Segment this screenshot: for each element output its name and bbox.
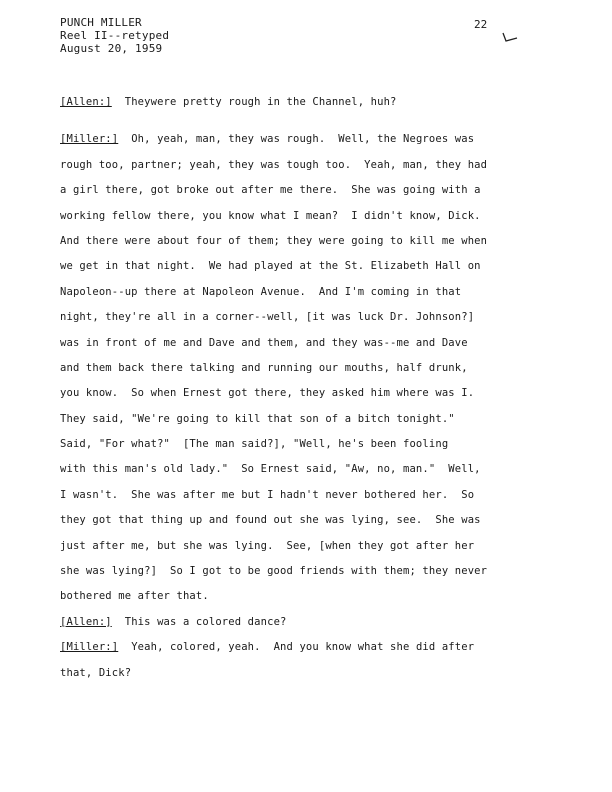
- transcript-line: [60, 610, 560, 635]
- transcript-line: Said, "For what?" [The man said?], "Well, he's been fooling: [60, 438, 449, 451]
- transcript-line: that, Dick?: [60, 666, 132, 679]
- transcript-line: bothered me after that.: [60, 590, 209, 603]
- line-text: This was a colored dance?: [111, 615, 287, 628]
- page-number: 22: [474, 18, 488, 31]
- transcript-line: you know. So when Ernest got there, they asked him where was I.: [60, 387, 475, 400]
- transcript-line: I wasn't. She was after me but I hadn't never bothered her. So: [60, 488, 475, 501]
- speaker-label: [Miller:]: [60, 641, 119, 654]
- interview-date: August 20, 1959: [60, 42, 163, 55]
- speaker-label: [Allen:]: [60, 615, 112, 628]
- transcript-line: [60, 127, 560, 152]
- document-header: [60, 16, 169, 55]
- transcript-line: a girl there, got broke out after me there. She was going with a: [60, 184, 481, 197]
- reel-info: Reel II--retyped: [60, 29, 170, 42]
- transcript-line: just after me, but she was lying. See, [when they got after her: [60, 539, 475, 552]
- transcript-line: They said, "We're going to kill that son of a bitch tonight.": [60, 412, 455, 425]
- check-mark-icon: [500, 30, 520, 44]
- paragraph-gap: [60, 115, 560, 127]
- transcript-line: [60, 635, 560, 660]
- transcript-line: we get in that night. We had played at the St. Elizabeth Hall on: [60, 260, 481, 273]
- transcript-line: And there were about four of them; they were going to kill me when: [60, 234, 488, 247]
- transcript-body: [60, 90, 560, 686]
- transcript-line: [60, 90, 560, 115]
- transcript-line: night, they're all in a corner--well, [it was luck Dr. Johnson?]: [60, 311, 475, 324]
- speaker-label: [Allen:]: [60, 96, 112, 108]
- transcript-line: rough too, partner; yeah, they was tough too. Yeah, man, they had: [60, 158, 488, 171]
- line-text: Yeah, colored, yeah. And you know what she did after: [118, 641, 475, 654]
- line-text: Theywere pretty rough in the Channel, huh?: [111, 96, 397, 108]
- line-text: Oh, yeah, man, they was rough. Well, the Negroes was: [118, 133, 475, 146]
- transcript-line: Napoleon--up there at Napoleon Avenue. And I'm coming in that: [60, 285, 462, 298]
- transcript-line: was in front of me and Dave and them, and they was--me and Dave: [60, 336, 468, 349]
- transcript-line: with this man's old lady." So Ernest said, "Aw, no, man." Well,: [60, 463, 481, 476]
- transcript-line: and them back there talking and running our mouths, half drunk,: [60, 361, 468, 374]
- transcript-line: she was lying?] So I got to be good friends with them; they never: [60, 565, 488, 578]
- transcript-line: working fellow there, you know what I mean? I didn't know, Dick.: [60, 209, 481, 222]
- speaker-label: [Miller:]: [60, 133, 119, 146]
- transcript-line: they got that thing up and found out she was lying, see. She was: [60, 514, 481, 527]
- interviewee-name: PUNCH MILLER: [60, 16, 142, 29]
